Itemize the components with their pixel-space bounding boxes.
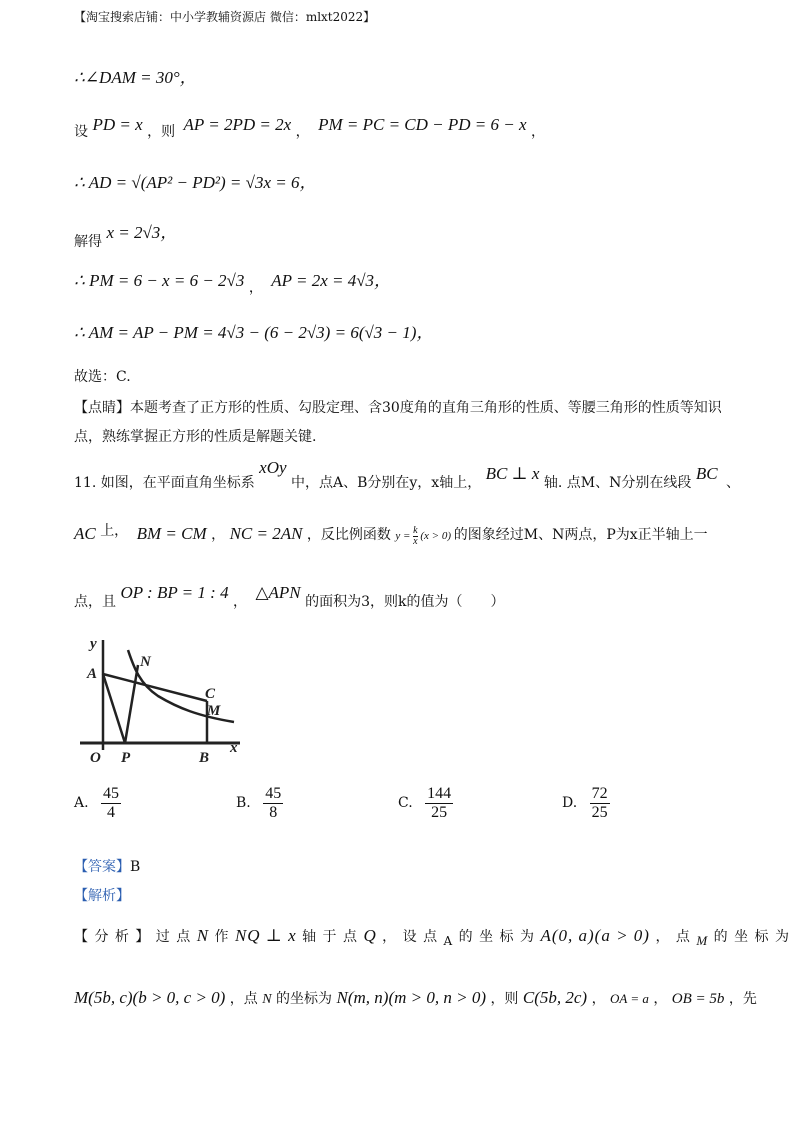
label-y: y (90, 636, 97, 652)
question-line-1: 11. 如图，在平面直角坐标系 xOy 中，点A、B分别在y，x轴上， BC ⊥ x 轴. 点M、N分别在线段 BC 、 (74, 458, 741, 491)
solution-line-2: 设 PD = x ，则 AP = 2PD = 2x ， PM = PC = CD − PD = 6 − x ， (74, 115, 545, 140)
segment-ac (103, 674, 207, 701)
segment-pn (125, 665, 138, 743)
analysis-line-2: M(5b, c)(b > 0, c > 0) ，点 N 的坐标为 N(m, n)(m > 0, n > 0) ，则 C(5b, 2c) ， OA = a ， OB = 5b ，先 (74, 988, 757, 1007)
solution-line-6: ∴ AM = AP − PM = 4√3 − (6 − 2√3) = 6(√3 − 1)， (74, 323, 434, 342)
page-header: 【淘宝搜索店铺：中小学教辅资源店 微信：mlxt2022】 (74, 10, 376, 24)
solution-line-4: 解得 x = 2√3， (74, 223, 178, 250)
option-b[interactable]: B. $\frac{45}{8}$ (236, 785, 282, 821)
label-p: P (121, 750, 131, 766)
label-b: B (199, 750, 210, 766)
label-n: N (140, 654, 151, 670)
solution-line-1: ∴∠DAM = 30°， (74, 68, 197, 87)
option-a[interactable]: A. $\frac{45}{4}$ (74, 785, 120, 821)
question-line-3: 点，且 OP : BP = 1 : 4 ， △APN 的面积为3，则k的值为（ ） (74, 583, 505, 610)
solution-line-5: ∴ PM = 6 − x = 6 − 2√3 ， AP = 2x = 4√3， (74, 271, 392, 296)
segment-ap (103, 674, 125, 743)
label-m: M (207, 703, 221, 719)
geometry-figure (78, 632, 248, 767)
label-o: O (90, 750, 101, 766)
answer-choice-line: 故选：C. (74, 369, 131, 385)
label-a: A (87, 666, 98, 682)
answer-tag: 【答案】 (74, 859, 130, 875)
answer-line (74, 856, 140, 876)
analysis-line-1: 【 分 析 】 过 点 N 作 NQ ⊥ x 轴 于 点 Q ， 设 点 A 的 坐 标 为 A(0, a)(a > 0) ， 点 M 的 坐 标 为 (74, 926, 790, 948)
inverse-function: y = $\frac{k}{x} (x > 0)$ (395, 524, 452, 547)
option-c[interactable]: C. $\frac{144}{25}$ (398, 785, 452, 821)
question-line-2: AC 上， BM = CM ， NC = 2AN ，反比例函数 y = $\frac{k}{x} (x > 0)$ 的图象经过M、N两点，P为x正半轴上一 (74, 523, 708, 547)
label-x: x (230, 740, 238, 756)
label-c: C (205, 686, 216, 702)
comment-line-2: 点，熟练掌握正方形的性质是解题关键. (74, 429, 317, 445)
option-d[interactable]: D. $\frac{72}{25}$ (562, 785, 608, 821)
answer-value: B (130, 859, 141, 875)
comment-line-1: 【点睛】本题考查了正方形的性质、勾股定理、含30度角的直角三角形的性质、等腰三角形的性质等知识 (74, 400, 722, 416)
solution-line-3: ∴ AD = √(AP² − PD²) = √3x = 6， (74, 173, 317, 192)
analysis-tag: 【解析】 (74, 888, 130, 904)
